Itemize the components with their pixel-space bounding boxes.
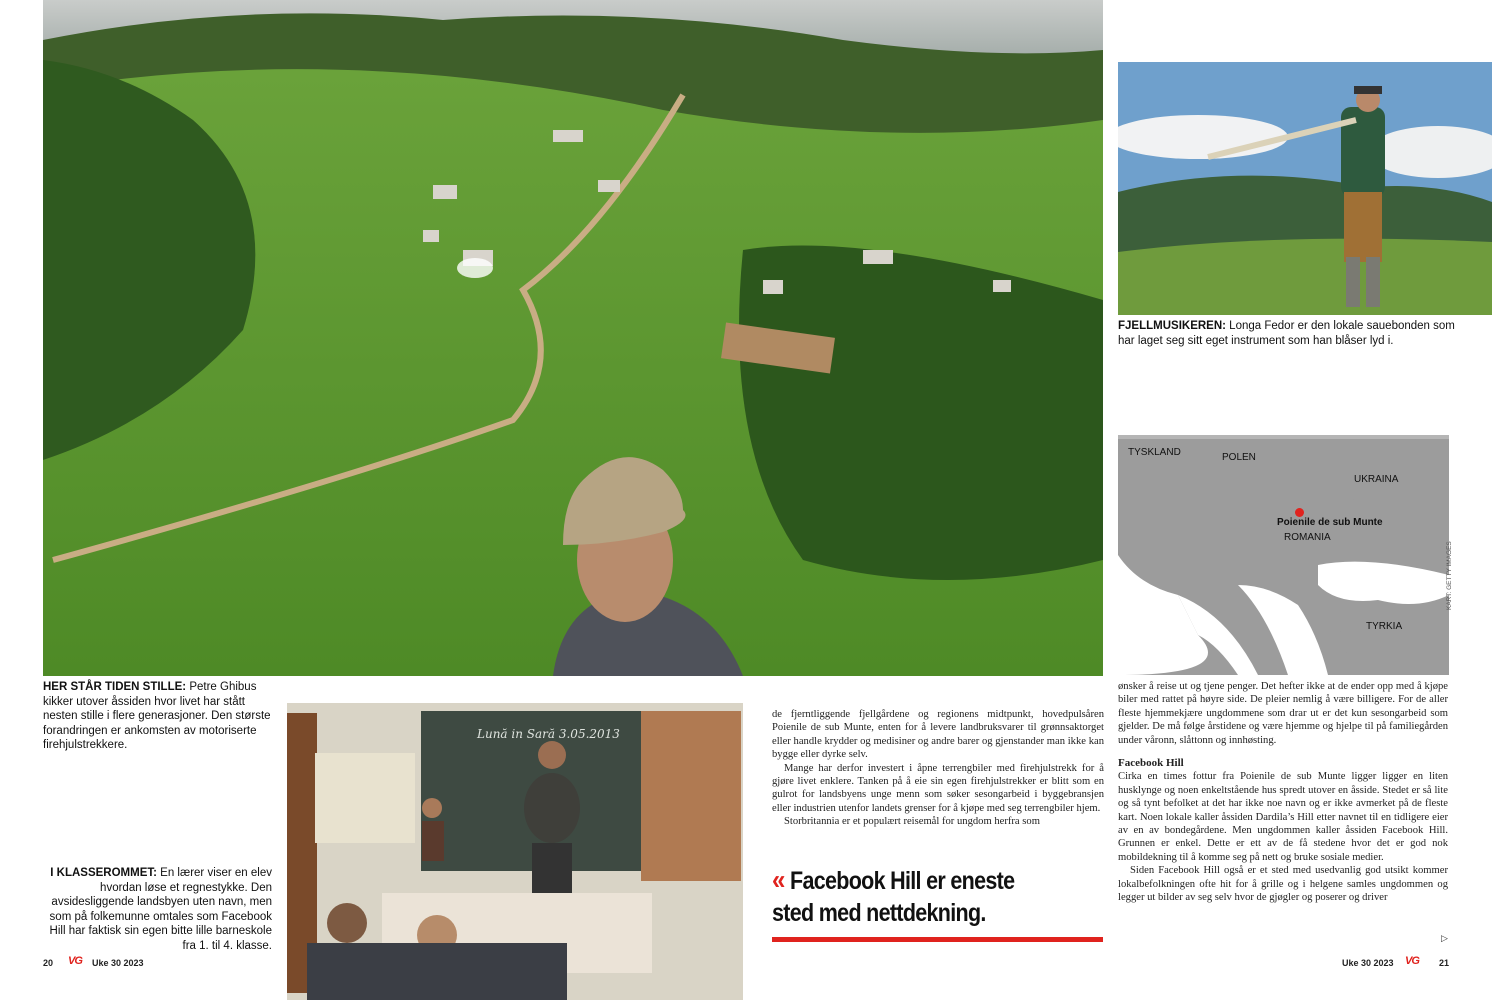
column2-paragraph-2: Mange har derfor investert i åpne terrengbiler med firehjulstrekk for å gjøre livet enklere. Tanken på å eie sin egen firehjulstrekker er blitt som en gulrot for landsbyens unge menn som søker sesongarbeid i byggebransjen eller industrien utenfor landets grenser for å kjøpe med seg terrengbiler hjem. (772, 762, 1104, 814)
hillside-landscape-illustration (43, 0, 1103, 676)
map-label-location: Poienile de sub Munte (1277, 517, 1383, 528)
musician-caption (1118, 319, 1458, 348)
classroom-caption-text: En lærer viser en elev hvordan løse et regnestykke. Den avsidesliggende landsbyen uten navn, men som på folkemunne omtales som Facebook Hill har faktisk sin egen bitte lille barneskole fra 1. til 4. klasse. (49, 867, 272, 952)
column3-paragraph-1: ønsker å reise ut og tjene penger. Det hefter ikke at de ender opp med å kjøpe biler med rattet på høyre side. De pleier nemlig å være billigere. For de aller fleste hjemmekjære ungdommene som drar ut er det kun sesongarbeid som gjelder. De må følge årstidene og være hjemme og hjelpe til på familiegården under våronn, slåttonn og innhøsting. (1118, 681, 1448, 746)
classroom-illustration (287, 703, 743, 1000)
quote-mark-icon: « (772, 864, 785, 895)
map-label-ukraine: UKRAINA (1354, 474, 1399, 485)
continue-arrow-icon: ▷ (1441, 933, 1448, 943)
issue-label-left: Uke 30 2023 (92, 958, 144, 968)
location-marker-icon (1295, 508, 1304, 517)
section-subheading: Facebook Hill (1118, 757, 1184, 770)
issue-label-right: Uke 30 2023 (1342, 958, 1394, 968)
column2-paragraph-3: Storbritannia er et populært reisemål for ungdom herfra som (784, 816, 1040, 828)
magazine-logo-right: VG (1405, 955, 1419, 967)
blackboard-writing: Lună in Sară 3.05.2013 (477, 727, 620, 741)
page-number-left: 20 (43, 958, 54, 968)
map-label-romania: ROMANIA (1284, 532, 1331, 543)
article-column-middle (772, 708, 1104, 829)
pull-quote-underline (772, 937, 1103, 942)
column3-paragraph-3: Siden Facebook Hill også er et sted med usedvanlig god utsikt kommer lokalbefolkningen ofte hit for å grille og i helgene samles ungdommen og legger ut bilder av seg selv hvor de gjøgler og poserer og driver (1118, 865, 1448, 904)
musician-caption-label: FJELLMUSIKEREN: (1118, 320, 1226, 332)
column3-paragraph-2: Cirka en times fottur fra Poienile de sub Munte ligger ligger en liten husklynge og noen enkeltstående hus spredt utover en åsside. Stedet er så lite og så tynt befolket at det har ikke noe navn og er ikke avmerket på de fleste kart. Noen lokale kaller åssiden Dardila’s Hill etter navnet til en tidligere eier av en av bondegårdene. Men ungdommen kaller åssiden Facebook Hill. Grunnen er enkel. Dette er ett av de få stedene hvor det er god nok mobildekning til å komme seg på nett og bruke sosiale medier. (1118, 771, 1448, 863)
classroom-caption (43, 866, 272, 953)
hero-caption-label: HER STÅR TIDEN STILLE: (43, 681, 187, 693)
musician-photo (1118, 62, 1492, 315)
musician-illustration (1118, 62, 1492, 315)
map-credit: KART: GETTY IMAGES (1446, 541, 1453, 610)
hero-caption-text: Petre Ghibus kikker utover åssiden hvor livet har stått nesten stille i flere generasjoner. Den største forandringen er ankomsten av motoriserte firehjulstrekkere. (43, 681, 271, 751)
map-label-turkey: TYRKIA (1366, 621, 1403, 632)
magazine-logo-left: VG (68, 955, 82, 967)
column2-paragraph-1: de fjerntliggende fjellgårdene og regionens midtpunkt, hovedpulsåren Poienile de sub Munte, enten for å levere landbruksvarer til grønnsaktorget eller handle krydder og medisiner og andre barer og gjenstander man ikke kan bygge eller dyrke selv. (772, 709, 1104, 761)
location-map (1118, 435, 1449, 675)
hero-photo-hillside (43, 0, 1103, 676)
hero-caption (43, 680, 275, 753)
musician-caption-text: Longa Fedor er den lokale sauebonden som har laget seg sitt eget instrument som han blåser lyd i. (1118, 320, 1455, 347)
article-column-right (1118, 680, 1448, 905)
classroom-photo (287, 703, 743, 1000)
map-label-poland: POLEN (1222, 452, 1256, 463)
pull-quote-text: Facebook Hill er eneste sted med nettdekning. (772, 867, 1015, 927)
map-label-germany: TYSKLAND (1128, 447, 1181, 458)
map-illustration (1118, 435, 1449, 675)
classroom-caption-label: I KLASSEROMMET: (50, 867, 157, 879)
page-number-right: 21 (1439, 958, 1450, 968)
pull-quote (772, 864, 1058, 929)
